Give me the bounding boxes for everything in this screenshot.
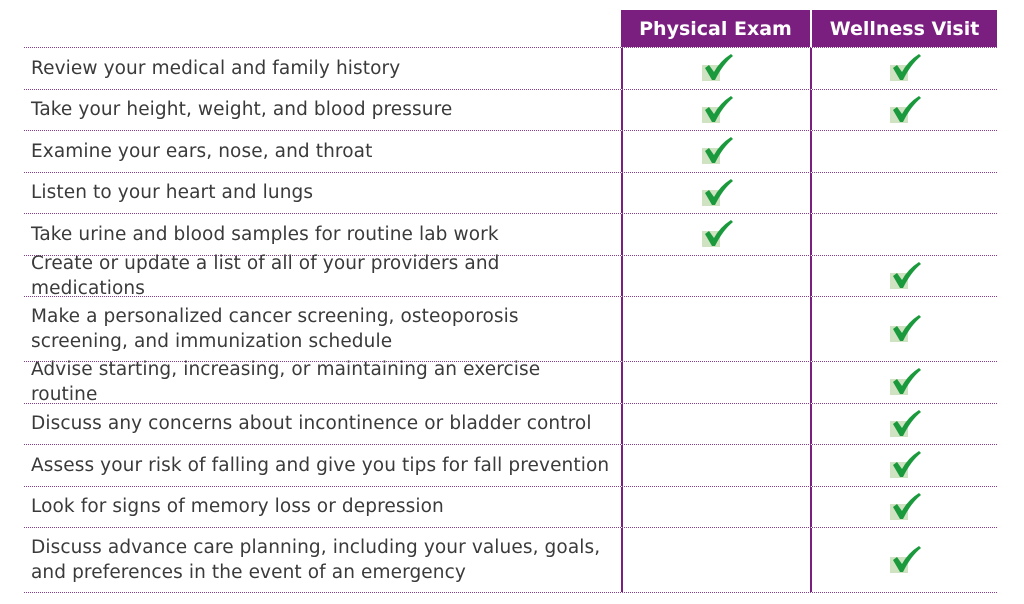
row-label: Create or update a list of all of your providers and medications xyxy=(31,252,500,299)
wellness-visit-cell xyxy=(810,131,997,172)
checkmark-icon xyxy=(888,314,922,344)
comparison-table xyxy=(24,10,997,583)
checkmark-icon xyxy=(888,409,922,439)
checkmark-icon xyxy=(888,450,922,480)
wellness-visit-cell xyxy=(810,90,997,131)
wellness-visit-cell xyxy=(810,48,997,89)
wellness-visit-cell xyxy=(810,404,997,445)
physical-exam-cell xyxy=(621,362,810,403)
row-label: Discuss any concerns about incontinence or bladder control xyxy=(31,413,592,435)
checkmark-icon xyxy=(700,136,734,166)
table-row xyxy=(24,528,997,593)
row-label-line-2: and preferences in the event of an emergency xyxy=(31,562,466,583)
row-label: Listen to your heart and lungs xyxy=(31,182,314,204)
table-row xyxy=(24,90,997,132)
header-wellness-visit: Wellness Visit xyxy=(812,10,997,47)
table-header xyxy=(24,10,997,47)
row-label: Advise starting, increasing, or maintaining an exercise routine xyxy=(31,359,541,406)
physical-exam-cell xyxy=(621,297,810,361)
checkmark-icon xyxy=(888,261,922,291)
header-physical-exam: Physical Exam xyxy=(621,10,810,47)
checkmark-icon xyxy=(888,492,922,522)
wellness-visit-cell xyxy=(810,362,997,403)
table-row xyxy=(24,173,997,215)
wellness-visit-cell xyxy=(810,256,997,297)
table-row xyxy=(24,131,997,173)
physical-exam-cell xyxy=(621,487,810,528)
wellness-visit-cell xyxy=(810,487,997,528)
table-row xyxy=(24,487,997,529)
row-label: Take your height, weight, and blood pressure xyxy=(31,99,453,121)
table-row xyxy=(24,252,997,299)
checkmark-icon xyxy=(888,95,922,125)
table-body xyxy=(24,47,997,593)
row-label xyxy=(31,297,611,361)
checkmark-icon xyxy=(700,178,734,208)
physical-exam-cell xyxy=(621,528,810,592)
physical-exam-cell xyxy=(621,173,810,214)
row-label: Look for signs of memory loss or depression xyxy=(31,496,444,518)
checkmark-icon xyxy=(700,219,734,249)
row-label: Examine your ears, nose, and throat xyxy=(31,140,373,162)
row-label-line-1: Discuss advance care planning, including your values, goals, xyxy=(31,537,601,558)
physical-exam-cell xyxy=(621,131,810,172)
table-row xyxy=(24,445,997,487)
wellness-visit-cell xyxy=(810,214,997,255)
wellness-visit-cell xyxy=(810,528,997,592)
checkmark-icon xyxy=(700,53,734,83)
row-label: Take urine and blood samples for routine lab work xyxy=(31,223,499,245)
wellness-visit-cell xyxy=(810,173,997,214)
physical-exam-cell xyxy=(621,404,810,445)
table-row xyxy=(24,297,997,362)
row-label xyxy=(31,528,611,592)
physical-exam-cell xyxy=(621,214,810,255)
checkmark-icon xyxy=(888,545,922,575)
wellness-visit-cell xyxy=(810,297,997,361)
physical-exam-cell xyxy=(621,48,810,89)
checkmark-icon xyxy=(700,95,734,125)
table-row xyxy=(24,359,997,406)
row-label-line-2: screening, and immunization schedule xyxy=(31,331,393,352)
table-row xyxy=(24,214,997,256)
row-label-line-1: Make a personalized cancer screening, osteoporosis xyxy=(31,306,519,327)
row-label: Assess your risk of falling and give you tips for fall prevention xyxy=(31,454,610,476)
row-label: Review your medical and family history xyxy=(31,57,401,79)
physical-exam-cell xyxy=(621,445,810,486)
physical-exam-cell xyxy=(621,256,810,297)
checkmark-icon xyxy=(888,367,922,397)
checkmark-icon xyxy=(888,53,922,83)
physical-exam-cell xyxy=(621,90,810,131)
table-row xyxy=(24,404,997,446)
table-row xyxy=(24,48,997,90)
wellness-visit-cell xyxy=(810,445,997,486)
